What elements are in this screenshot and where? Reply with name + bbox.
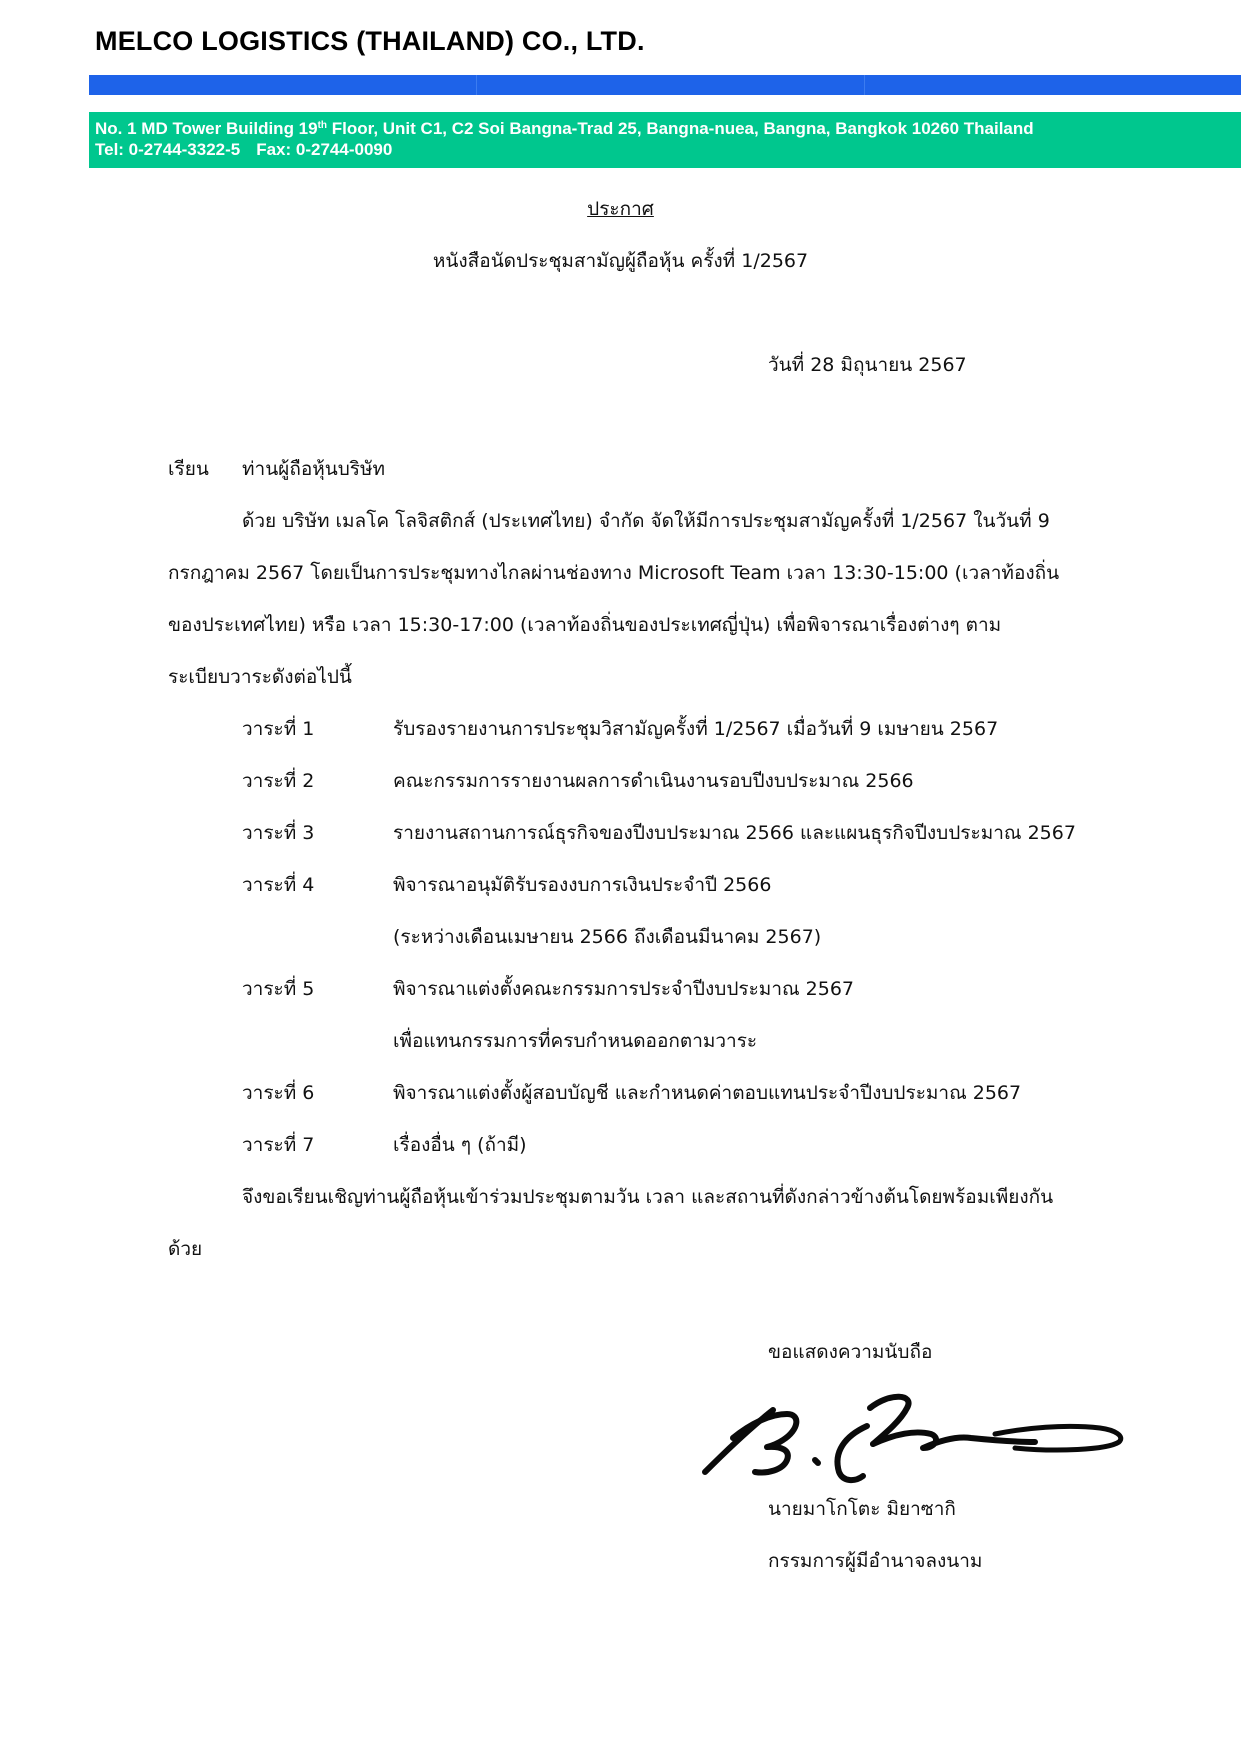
bar-divider (864, 75, 865, 95)
agenda-text: คณะกรรมการรายงานผลการดำเนินงานรอบปีงบประมาณ 2566 (393, 770, 914, 792)
bar-divider (476, 75, 477, 95)
agenda-text: พิจารณาแต่งตั้งคณะกรรมการประจำปีงบประมาณ 2567 (393, 978, 855, 1000)
company-address (95, 119, 1034, 139)
signer-title: กรรมการผู้มีอำนาจลงนาม (768, 1550, 983, 1572)
closing-phrase: ขอแสดงความนับถือ (768, 1341, 933, 1363)
agenda-label: วาระที่ 6 (242, 1082, 315, 1104)
address-superscript: th (317, 120, 328, 131)
agenda-text: รายงานสถานการณ์ธุรกิจของปีงบประมาณ 2566 และแผนธุรกิจปีงบประมาณ 2567 (393, 822, 1076, 844)
intro-line: ด้วย บริษัท เมลโค โลจิสติกส์ (ประเทศไทย) จำกัด จัดให้มีการประชุมสามัญครั้งที่ 1/2567 ในวันที่ 9 (242, 510, 1050, 532)
company-tel: Tel: 0-2744-3322-5 (95, 140, 241, 159)
agenda-label: วาระที่ 5 (242, 978, 315, 1000)
company-name: MELCO LOGISTICS (THAILAND) CO., LTD. (95, 26, 645, 56)
letterhead-blue-bar (89, 75, 1241, 95)
letterhead-address-bar (89, 112, 1241, 168)
handwritten-signature (695, 1390, 1135, 1490)
letter-date: วันที่ 28 มิถุนายน 2567 (768, 354, 967, 376)
agenda-text: พิจารณาอนุมัติรับรองงบการเงินประจำปี 2566 (393, 874, 772, 896)
agenda-text-continued: (ระหว่างเดือนเมษายน 2566 ถึงเดือนมีนาคม 2567) (393, 926, 822, 948)
announcement-heading: ประกาศ (587, 198, 654, 220)
agenda-label: วาระที่ 2 (242, 770, 315, 792)
agenda-text: พิจารณาแต่งตั้งผู้สอบบัญชี และกำหนดค่าตอบแทนประจำปีงบประมาณ 2567 (393, 1082, 1022, 1104)
letter-subject: หนังสือนัดประชุมสามัญผู้ถือหุ้น ครั้งที่ 1/2567 (432, 250, 809, 272)
agenda-text: รับรองรายงานการประชุมวิสามัญครั้งที่ 1/2567 เมื่อวันที่ 9 เมษายน 2567 (393, 718, 999, 740)
agenda-label: วาระที่ 3 (242, 822, 315, 844)
company-contact (95, 140, 392, 160)
intro-line: ระเบียบวาระดังต่อไปนี้ (168, 666, 352, 688)
intro-line: ของประเทศไทย) หรือ เวลา 15:30-17:00 (เวลาท้องถิ่นของประเทศญี่ปุ่น) เพื่อพิจารณาเรื่องต่างๆ ตาม (168, 614, 1002, 636)
signer-name: นายมาโกโตะ มิยาซากิ (768, 1498, 956, 1520)
intro-line: กรกฎาคม 2567 โดยเป็นการประชุมทางไกลผ่านช่องทาง Microsoft Team เวลา 13:30-15:00 (เวลาท้องถิ่น (168, 562, 1060, 584)
address-part: No. 1 MD Tower Building 19 (95, 119, 318, 138)
salutation-recipient: ท่านผู้ถือหุ้นบริษัท (242, 458, 386, 480)
address-part: Floor, Unit C1, C2 Soi Bangna-Trad 25, Bangna-nuea, Bangna, Bangkok 10260 Thailand (327, 119, 1034, 138)
agenda-label: วาระที่ 7 (242, 1134, 315, 1156)
invitation-line: จึงขอเรียนเชิญท่านผู้ถือหุ้นเข้าร่วมประชุมตามวัน เวลา และสถานที่ดังกล่าวข้างต้นโดยพร้อมเพียงกัน (242, 1186, 1054, 1208)
salutation-label: เรียน (168, 458, 209, 480)
company-fax: Fax: 0-2744-0090 (256, 140, 393, 159)
agenda-text: เรื่องอื่น ๆ (ถ้ามี) (393, 1134, 527, 1156)
agenda-label: วาระที่ 1 (242, 718, 315, 740)
invitation-line: ด้วย (168, 1238, 203, 1260)
agenda-label: วาระที่ 4 (242, 874, 315, 896)
agenda-text-continued: เพื่อแทนกรรมการที่ครบกำหนดออกตามวาระ (393, 1030, 758, 1052)
